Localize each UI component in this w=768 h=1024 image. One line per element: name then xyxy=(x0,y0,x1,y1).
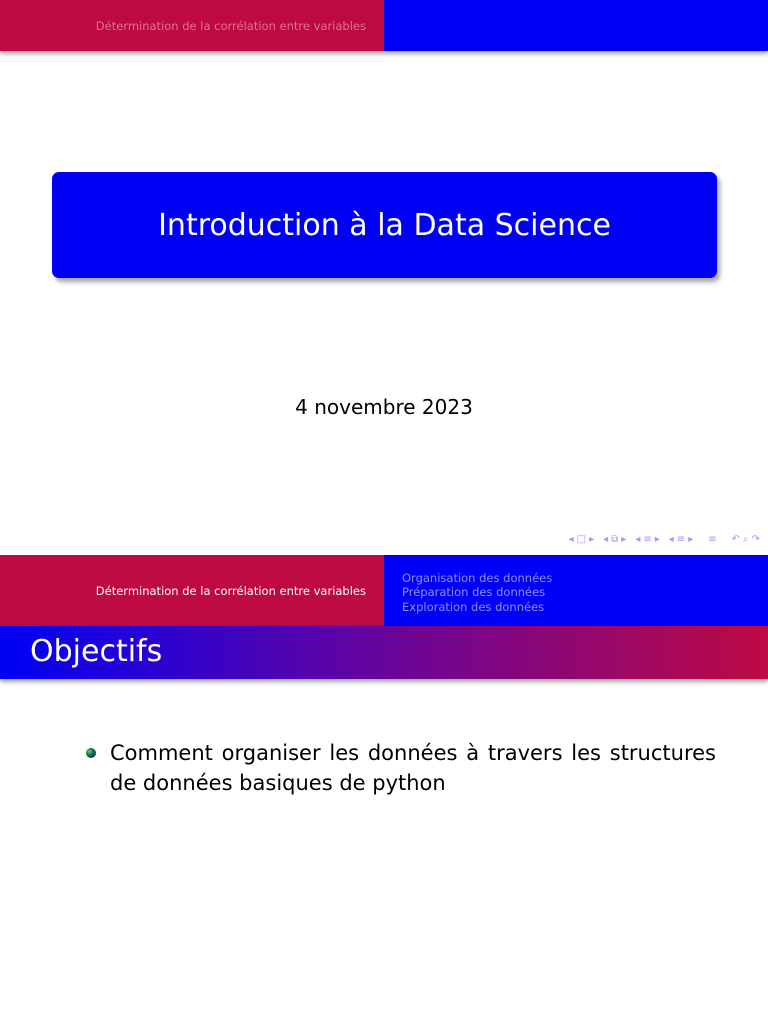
presentation-date: 4 novembre 2023 xyxy=(295,395,473,419)
frame-title: Objectifs xyxy=(30,634,163,669)
list-item-text: Comment organiser les données à travers les structures de données basiques de python xyxy=(110,741,716,795)
nav-next-icon[interactable]: ▸ xyxy=(654,534,660,545)
objectives-slide xyxy=(0,555,768,1024)
headline-bar xyxy=(0,555,768,626)
nav-prev-icon[interactable]: ◂ xyxy=(668,534,674,545)
nav-prev-icon[interactable]: ◂ xyxy=(635,534,641,545)
headline-bar xyxy=(0,0,768,51)
section-link-exploration[interactable]: Exploration des données xyxy=(402,599,545,614)
bullet-ball-icon xyxy=(86,748,96,758)
nav-section-icon[interactable]: ≡ xyxy=(676,534,686,545)
section-navigation xyxy=(384,555,768,626)
nav-appendix-icon[interactable]: ≡ xyxy=(708,534,717,545)
title-box xyxy=(52,172,717,278)
nav-prev-icon[interactable]: ◂ xyxy=(568,534,574,545)
navigation-symbols xyxy=(569,534,760,545)
nav-frame-icon[interactable]: □ xyxy=(576,534,587,545)
nav-next-icon[interactable]: ▸ xyxy=(621,534,627,545)
headline-left xyxy=(0,0,384,51)
section-link-organisation[interactable]: Organisation des données xyxy=(402,570,553,585)
nav-subsection-icon[interactable]: ⧉ xyxy=(611,534,619,545)
nav-back-icon[interactable]: ↶ xyxy=(731,534,740,545)
frame-title-bar xyxy=(0,626,768,679)
headline-left xyxy=(0,555,384,626)
nav-next-icon[interactable]: ▸ xyxy=(688,534,694,545)
headline-right xyxy=(384,0,768,51)
headline-title: Détermination de la corrélation entre variables xyxy=(95,583,366,598)
headline-title: Détermination de la corrélation entre variables xyxy=(95,18,366,33)
list-item xyxy=(86,738,716,798)
nav-search-icon[interactable]: ⌕ xyxy=(743,534,749,545)
section-link-preparation[interactable]: Préparation des données xyxy=(402,585,546,600)
nav-prev-icon[interactable]: ◂ xyxy=(603,534,609,545)
nav-next-icon[interactable]: ▸ xyxy=(589,534,595,545)
nav-section-icon[interactable]: ≡ xyxy=(643,534,652,545)
presentation-title: Introduction à la Data Science xyxy=(158,207,611,243)
nav-forward-icon[interactable]: ↷ xyxy=(751,534,760,545)
